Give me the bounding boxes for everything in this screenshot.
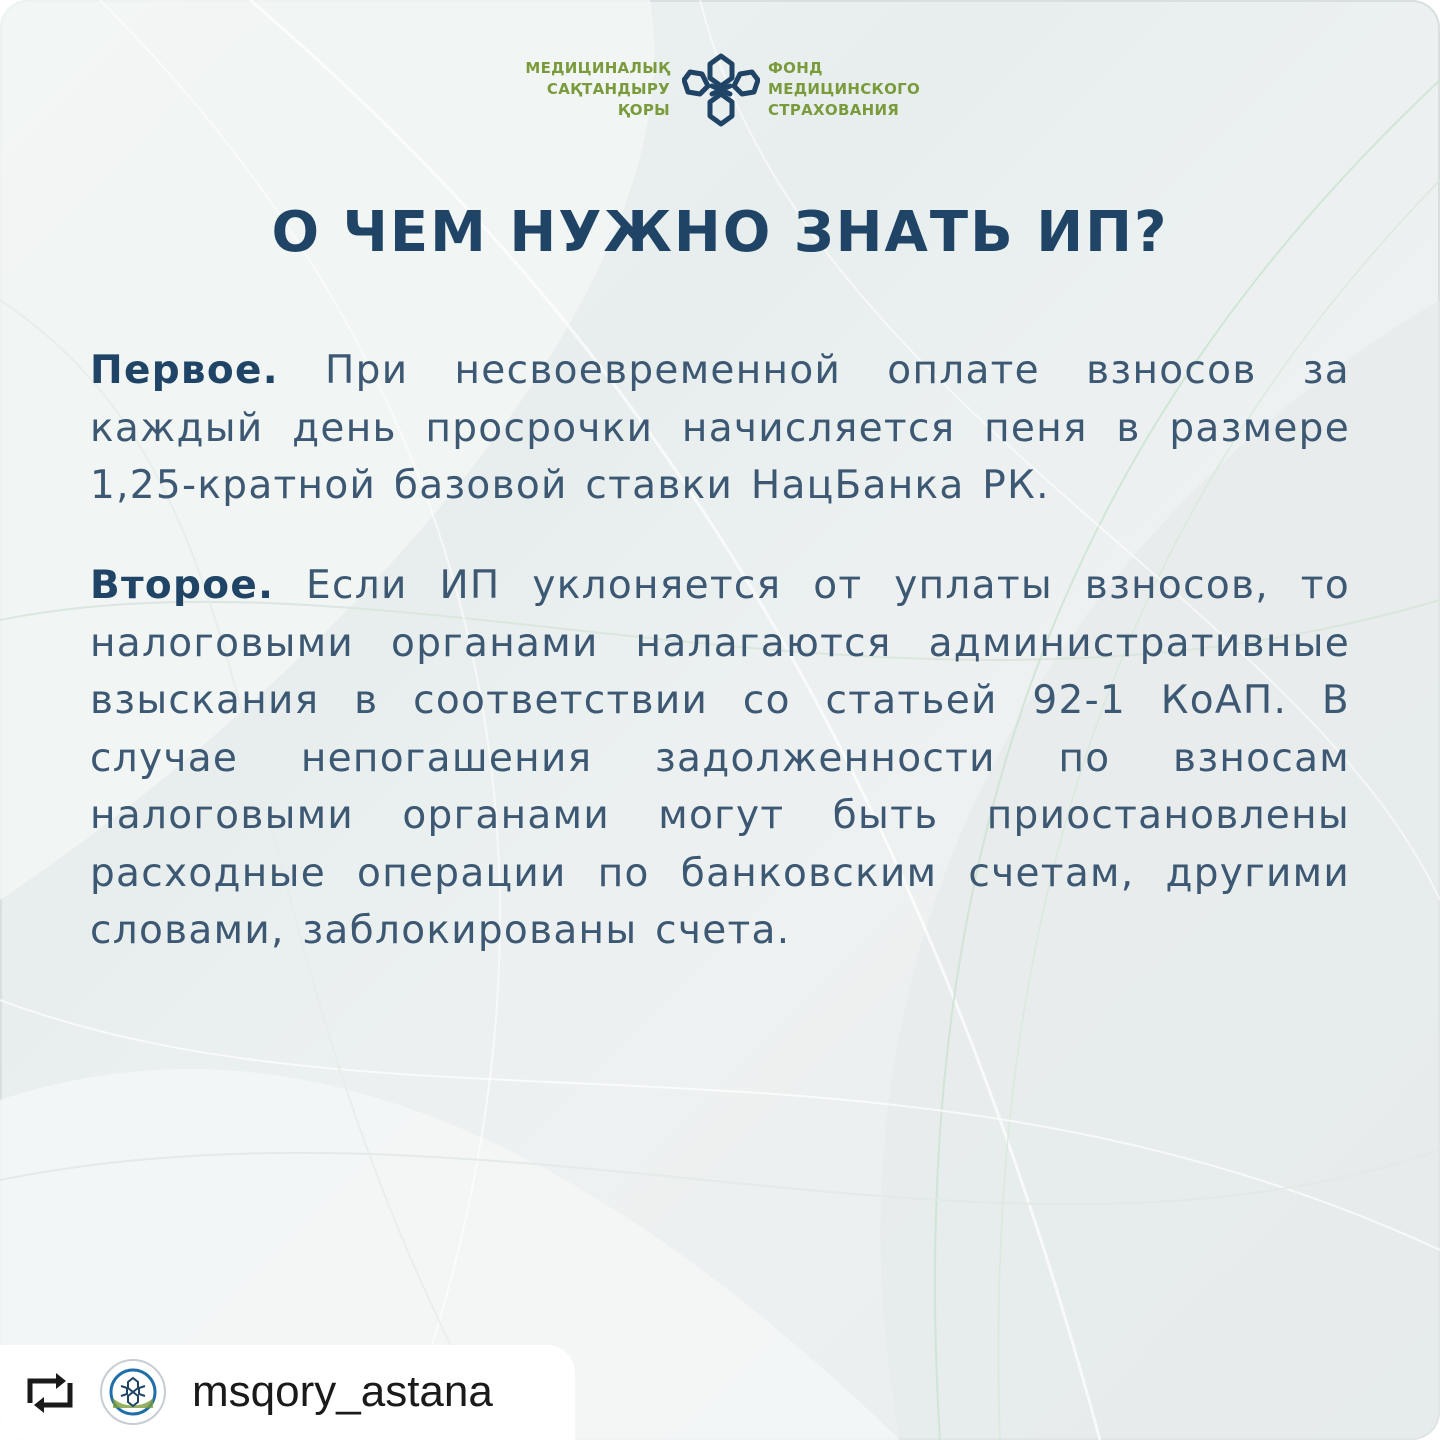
repost-username[interactable]: msqory_astana: [192, 1367, 493, 1416]
page-title: О ЧЕМ НУЖНО ЗНАТЬ ИП?: [271, 200, 1169, 265]
paragraph-second: [90, 557, 1350, 960]
repost-badge[interactable]: [0, 1345, 575, 1440]
logo-left-line: МЕДИЦИНАЛЫҚ: [525, 59, 670, 77]
paragraph-lead: Второе.: [90, 563, 275, 608]
avatar[interactable]: [100, 1359, 166, 1425]
logo-right-line: МЕДИЦИНСКОГО: [768, 80, 921, 98]
snowflake-logo-icon: [682, 50, 760, 130]
repost-icon[interactable]: [22, 1373, 78, 1413]
paragraph-text: При несвоевременной оплате взносов за каждый день просрочки начисляется пеня в размере 1,25-кратной базовой ставки НацБанка РК.: [90, 348, 1350, 508]
avatar-logo-icon: [109, 1368, 157, 1416]
paragraph-text: Если ИП уклоняется от уплаты взносов, то налоговыми органами налагаются административные взыскания в соответствии со статьей 92-1 КоАП. В случае непогашения задолженности по взносам налоговыми органами могут быть приостановлены расходные операции по банковским счетам, другими словами, заблокированы счета.: [90, 563, 1350, 953]
logo-right-line: СТРАХОВАНИЯ: [768, 101, 900, 119]
logo-left-line: САҚТАНДЫРУ: [546, 80, 670, 98]
logo: [0, 50, 1440, 135]
logo-text-russian: [768, 58, 920, 121]
logo-right-line: ФОНД: [768, 59, 823, 77]
logo-left-line: ҚОРЫ: [617, 101, 670, 119]
paragraph-lead: Первое.: [90, 348, 279, 393]
logo-text-kazakh: [525, 58, 670, 121]
paragraph-first: [90, 342, 1350, 515]
